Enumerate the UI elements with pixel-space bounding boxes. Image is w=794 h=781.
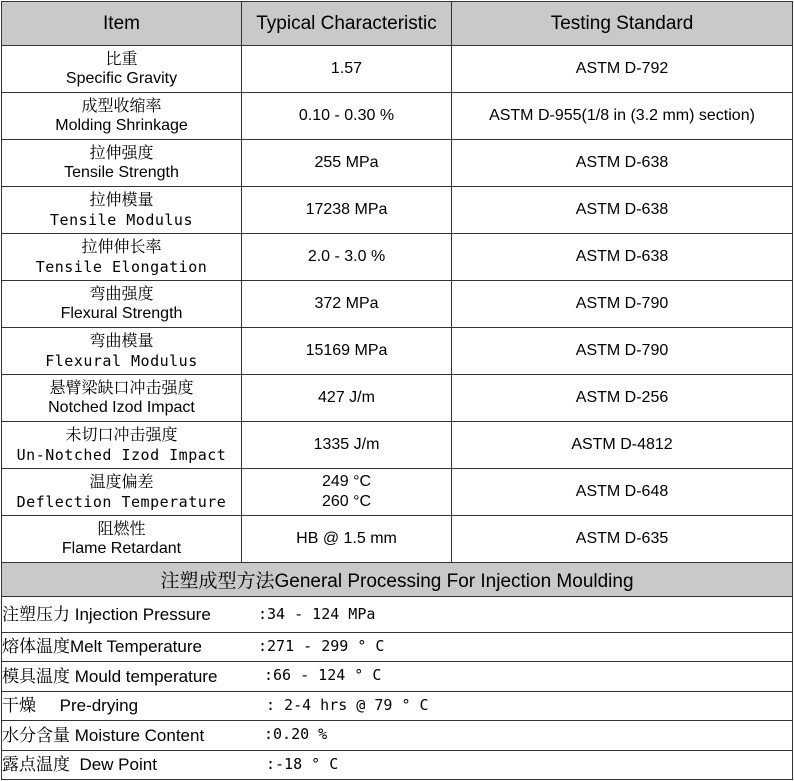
- value-cell: [242, 328, 452, 375]
- item-name-en: Molding Shrinkage: [55, 117, 188, 134]
- processing-label-en: Mould temperature: [70, 666, 218, 686]
- item-name-zh: 拉伸伸长率: [81, 237, 162, 256]
- value-cell: [242, 469, 452, 516]
- typical-value: 427 J/m: [318, 389, 375, 406]
- item-name-en: Flexural Strength: [60, 305, 183, 322]
- typical-value: 249 °C: [321, 473, 372, 490]
- item-name-zh: 拉伸模量: [89, 190, 154, 209]
- item-name-en: Deflection Temperature: [16, 493, 227, 511]
- value-cell: [242, 422, 452, 469]
- item-cell: [2, 375, 242, 422]
- table-row: [2, 93, 793, 140]
- processing-row: [2, 662, 793, 692]
- item-name-zh: 未切口冲击强度: [65, 425, 178, 444]
- processing-row: [2, 597, 793, 633]
- typical-value: 1335 J/m: [313, 436, 380, 453]
- processing-row: [2, 691, 793, 721]
- table-row: [2, 328, 793, 375]
- processing-label-zh: 干燥: [2, 696, 36, 717]
- standard-cell: ASTM D-638: [452, 234, 793, 281]
- item-cell: [2, 234, 242, 281]
- processing-label-en: Injection Pressure: [70, 604, 211, 624]
- item-name-en: Tensile Modulus: [50, 211, 193, 229]
- standard-cell: ASTM D-648: [452, 469, 793, 516]
- processing-row: [2, 632, 793, 662]
- item-cell: [2, 140, 242, 187]
- value-cell: [242, 187, 452, 234]
- item-cell: [2, 46, 242, 93]
- typical-value: 1.57: [330, 60, 363, 77]
- header-item: Item: [2, 2, 242, 46]
- standard-cell: ASTM D-790: [452, 328, 793, 375]
- processing-label: [2, 722, 204, 750]
- typical-value: 255 MPa: [314, 154, 379, 171]
- processing-row: [2, 750, 793, 780]
- value-cell: [242, 375, 452, 422]
- standard-cell: ASTM D-256: [452, 375, 793, 422]
- processing-label-en: Melt Temperature: [70, 637, 202, 657]
- processing-label-zh: 模具温度: [2, 666, 70, 687]
- table-row: [2, 46, 793, 93]
- item-name-zh: 比重: [105, 49, 138, 68]
- item-cell: [2, 516, 242, 563]
- item-name-en: Tensile Elongation: [35, 258, 208, 276]
- standard-cell: ASTM D-790: [452, 281, 793, 328]
- table-row: [2, 140, 793, 187]
- value-cell: [242, 46, 452, 93]
- processing-title-en: General Processing For Injection Moulding: [274, 571, 634, 592]
- table-row: [2, 469, 793, 516]
- item-name-zh: 弯曲模量: [89, 331, 154, 350]
- table-row: [2, 281, 793, 328]
- value-cell: [242, 281, 452, 328]
- processing-value: :0.20 %: [264, 725, 328, 744]
- item-cell: [2, 187, 242, 234]
- standard-cell: ASTM D-635: [452, 516, 793, 563]
- processing-label: [2, 663, 217, 691]
- processing-label-en: Dew Point: [70, 755, 157, 775]
- processing-title-zh: 注塑成型方法: [160, 570, 275, 592]
- processing-section-header: [2, 563, 793, 597]
- processing-label-zh: 水分含量: [2, 725, 70, 746]
- header-row: [2, 2, 793, 46]
- processing-label: [2, 751, 157, 779]
- value-cell: [242, 234, 452, 281]
- item-name-en: Flexural Modulus: [45, 352, 198, 370]
- processing-value: : 2-4 hrs @ 79 ° C: [266, 695, 429, 714]
- table-row: [2, 516, 793, 563]
- value-cell: [242, 93, 452, 140]
- item-cell: [2, 422, 242, 469]
- item-name-zh: 阻燃性: [97, 519, 146, 538]
- item-name-zh: 温度偏差: [89, 472, 154, 491]
- item-cell: [2, 281, 242, 328]
- typical-value: HB @ 1.5 mm: [296, 530, 397, 547]
- standard-cell: ASTM D-955(1/8 in (3.2 mm) section): [452, 93, 793, 140]
- processing-value: :34 - 124 MPa: [258, 605, 376, 623]
- item-name-en: Flame Retardant: [61, 540, 182, 557]
- processing-label-en: Pre-drying: [36, 696, 139, 716]
- table-row: [2, 375, 793, 422]
- properties-table: [1, 1, 793, 780]
- processing-value: :271 - 299 ° C: [258, 636, 385, 655]
- processing-label-en: Moisture Content: [70, 725, 205, 745]
- standard-cell: ASTM D-638: [452, 140, 793, 187]
- table-row: [2, 187, 793, 234]
- item-name-zh: 成型收缩率: [81, 96, 162, 115]
- processing-label-zh: 熔体温度: [2, 637, 70, 658]
- item-cell: [2, 469, 242, 516]
- standard-cell: ASTM D-638: [452, 187, 793, 234]
- processing-value: :-18 ° C: [266, 754, 339, 773]
- item-name-zh: 拉伸强度: [89, 143, 154, 162]
- processing-label-zh: 注塑压力: [2, 604, 70, 625]
- processing-value: :66 - 124 ° C: [264, 666, 382, 685]
- value-cell: [242, 140, 452, 187]
- processing-label: [2, 598, 211, 632]
- item-name-en: Un-Notched Izod Impact: [16, 446, 227, 464]
- table-row: [2, 234, 793, 281]
- item-cell: [2, 328, 242, 375]
- value-cell: [242, 516, 452, 563]
- item-cell: [2, 93, 242, 140]
- typical-value: 17238 MPa: [305, 201, 388, 218]
- typical-value: 0.10 - 0.30 %: [298, 107, 395, 124]
- processing-row: [2, 721, 793, 751]
- item-name-en: Notched Izod Impact: [48, 399, 195, 416]
- typical-value-secondary: 260 °C: [321, 493, 372, 510]
- header-typical-characteristic: Typical Characteristic: [242, 2, 452, 46]
- table-row: [2, 422, 793, 469]
- item-name-en: Tensile Strength: [64, 164, 179, 181]
- typical-value: 2.0 - 3.0 %: [307, 248, 386, 265]
- item-name-zh: 弯曲强度: [89, 284, 154, 303]
- item-name-en: Specific Gravity: [65, 70, 178, 87]
- item-name-zh: 悬臂梁缺口冲击强度: [49, 378, 194, 397]
- standard-cell: ASTM D-4812: [452, 422, 793, 469]
- typical-value: 15169 MPa: [305, 342, 388, 359]
- processing-label: [2, 633, 202, 661]
- processing-label: [2, 692, 138, 720]
- processing-label-zh: 露点温度: [2, 755, 70, 776]
- typical-value: 372 MPa: [314, 295, 379, 312]
- standard-cell: ASTM D-792: [452, 46, 793, 93]
- header-testing-standard: Testing Standard: [452, 2, 793, 46]
